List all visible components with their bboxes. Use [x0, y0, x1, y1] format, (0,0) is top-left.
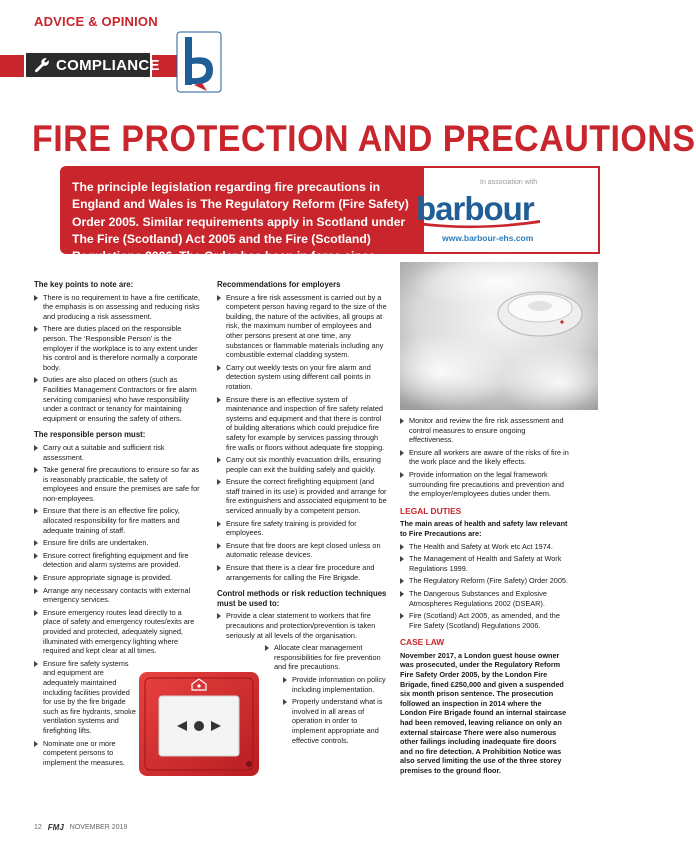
list-item: Allocate clear management responsibilities for fire prevention and fire precautions.	[265, 643, 387, 672]
barbour-wordmark: barbour	[416, 190, 534, 227]
list-item: Ensure that there is a clear fire procedure and arrangements for calling the Fire Brigade.	[217, 563, 387, 582]
legal-duties-list	[400, 542, 570, 631]
compliance-label: COMPLIANCE	[56, 56, 160, 74]
list-item: Ensure a fire risk assessment is carried out by a competent person having regard to the size of the building, the nature of the activities, all groups at risk, the maximum number of employees and other persons present at one time, any substances or flammable materials including any combustible external cladding system.	[217, 293, 387, 360]
intro-standfirst: The principle legislation regarding fire precautions in England and Wales is The Regulatory Reform (Fire Safety) Order 2005. Similar requirements apply in Scotland under The Fire (Scotland) Act 2005 and the Fire (Scotland) Regulations 2006. The Order has been in force since October 2006.	[60, 166, 424, 254]
sponsor-link[interactable]: www.barbour-ehs.com	[442, 233, 534, 243]
smoke-detector-photo	[400, 262, 598, 410]
barbour-logo	[416, 192, 552, 226]
list-item: The Management of Health and Safety at Work Regulations 1999.	[400, 554, 570, 573]
sponsor-label: In association with	[480, 179, 538, 186]
list-item: The Regulatory Reform (Fire Safety) Order 2005.	[400, 576, 570, 586]
list-item: Ensure emergency routes lead directly to a place of safety and emergency routes/exits are provided and protected, adequately signed, illuminated with emergency lighting where required and kept clear at all times.	[34, 608, 200, 656]
page-footer	[34, 823, 127, 832]
list-item: Ensure fire safety training is provided for employees.	[217, 519, 387, 538]
list-item: Ensure there is an effective system of maintenance and inspection of fire safety related systems and equipment and that there is control of building alterations which could prejudice fire safety for example by services passing through fire walls or floors without adequate fire stopping.	[217, 395, 387, 453]
list-item: Arrange any necessary contacts with external emergency services.	[34, 586, 200, 605]
fire-alarm-call-point-photo	[137, 668, 262, 780]
list-item: Ensure the correct firefighting equipment (and staff trained in its use) is provided and arrange for fire extinguishers and associated equipment to be serviced annually by a competent person.	[217, 477, 387, 515]
list-item: Provide information on policy including implementation.	[283, 675, 387, 694]
recommendations-list	[217, 293, 387, 583]
list-item: Ensure correct firefighting equipment and fire detection and alarm systems are provided.	[34, 551, 200, 570]
case-law-text: November 2017, a London guest house owner was prosecuted, under the Regulatory Reform Fire Safety Order 2005, by the London Fire Brigade, fined £250,000 and given a suspended six month prison sentence. The prosecution followed an inspection in 2014 where the London Fire Brigade found an internal staircase had been removed, leaving reliance on only an external staircase There were also numerous other failings including inadequate fire doors and no fire detection. A Prohibition Notice was also served limiting the use of the three storey premises to the ground floor.	[400, 650, 567, 775]
list-item: Ensure all workers are aware of the risks of fire in the work place and the likely effects.	[400, 448, 570, 467]
column-3	[400, 416, 570, 779]
compliance-tag	[24, 51, 160, 79]
list-item: Carry out a suitable and sufficient risk assessment.	[34, 443, 200, 462]
list-item: Carry out six monthly evacuation drills, ensuring people can exit the building safely and quickly.	[217, 455, 387, 474]
list-item: Properly understand what is involved in all areas of operation in order to implement appropriate and effective controls.	[283, 697, 387, 745]
recommendations-heading: Recommendations for employers	[217, 280, 341, 289]
case-law-heading: CASE LAW	[400, 637, 445, 648]
list-item: Take general fire precautions to ensure so far as is reasonably practicable, the safety of employees and ensure the premises are safe for non-employees.	[34, 465, 200, 503]
wrench-icon	[34, 57, 50, 73]
list-item: Duties are also placed on others (such as Facilities Management Contractors or fire alarm servicing companies) who have responsibility under a contract or tenancy for maintaining equipment or ensuring the safety of others.	[34, 375, 200, 423]
list-item: Nominate one or more competent persons to implement the measures.	[34, 739, 134, 768]
monitoring-list	[400, 416, 570, 499]
list-item: Monitor and review the fire risk assessment and control measures to ensure ongoing effectiveness.	[400, 416, 570, 445]
list-item: The Dangerous Substances and Explosive Atmospheres Regulations 2002 (DSEAR).	[400, 589, 570, 608]
page-title: FIRE PROTECTION AND PRECAUTIONS	[32, 118, 696, 159]
list-item: Ensure fire safety systems and equipment are adequately maintained including facilities provided for use by the fire brigade such as fire hydrants, smoke ventilation systems and firefighting lifts.	[34, 659, 136, 736]
list-item: There is no requirement to have a fire certificate, the emphasis is on assessing and reducing risks and producing a risk assessment.	[34, 293, 200, 322]
list-item: Carry out weekly tests on your fire alarm and detection system using different call points in rotation.	[217, 363, 387, 392]
legal-duties-intro: The main areas of health and safety law relevant to Fire Precautions are:	[400, 519, 568, 538]
key-points-heading: The key points to note are:	[34, 280, 134, 289]
list-item: Ensure fire drills are undertaken.	[34, 538, 200, 548]
legal-duties-heading: LEGAL DUTIES	[400, 505, 462, 516]
list-item: There are duties placed on the responsible person. The ‘Responsible Person’ is the employer if the workplace is to any extent under his control and is therefore normally a corporate body.	[34, 324, 200, 372]
list-item: Ensure that there is an effective fire policy, allocated responsibility for fire matters and adequate training of staff.	[34, 506, 200, 535]
list-item: Fire (Scotland) Act 2005, as amended, and the Fire Safety (Scotland) Regulations 2006.	[400, 611, 570, 630]
list-item: Ensure that fire doors are kept closed unless on automatic release devices.	[217, 541, 387, 560]
page-number: 12	[34, 824, 42, 831]
responsible-person-heading: The responsible person must:	[34, 430, 146, 440]
list-item: Provide a clear statement to workers that fire precautions and protection/prevention is taken seriously at all levels of the organisation.	[217, 611, 387, 640]
list-item: Ensure appropriate signage is provided.	[34, 573, 200, 583]
list-item: Provide information on the legal framework surrounding fire precautions and prevention and the employer/employees duties under them.	[400, 470, 570, 499]
control-methods-heading: Control methods or risk reduction techniques must be used to:	[217, 589, 387, 608]
list-item: The Health and Safety at Work etc Act 1974.	[400, 542, 570, 552]
key-points-list	[34, 293, 200, 424]
magazine-b-logo	[177, 32, 221, 92]
magazine-name: FMJ	[47, 823, 64, 832]
issue-date: NOVEMBER 2019	[69, 824, 128, 831]
section-title: ADVICE & OPINION	[34, 14, 158, 29]
